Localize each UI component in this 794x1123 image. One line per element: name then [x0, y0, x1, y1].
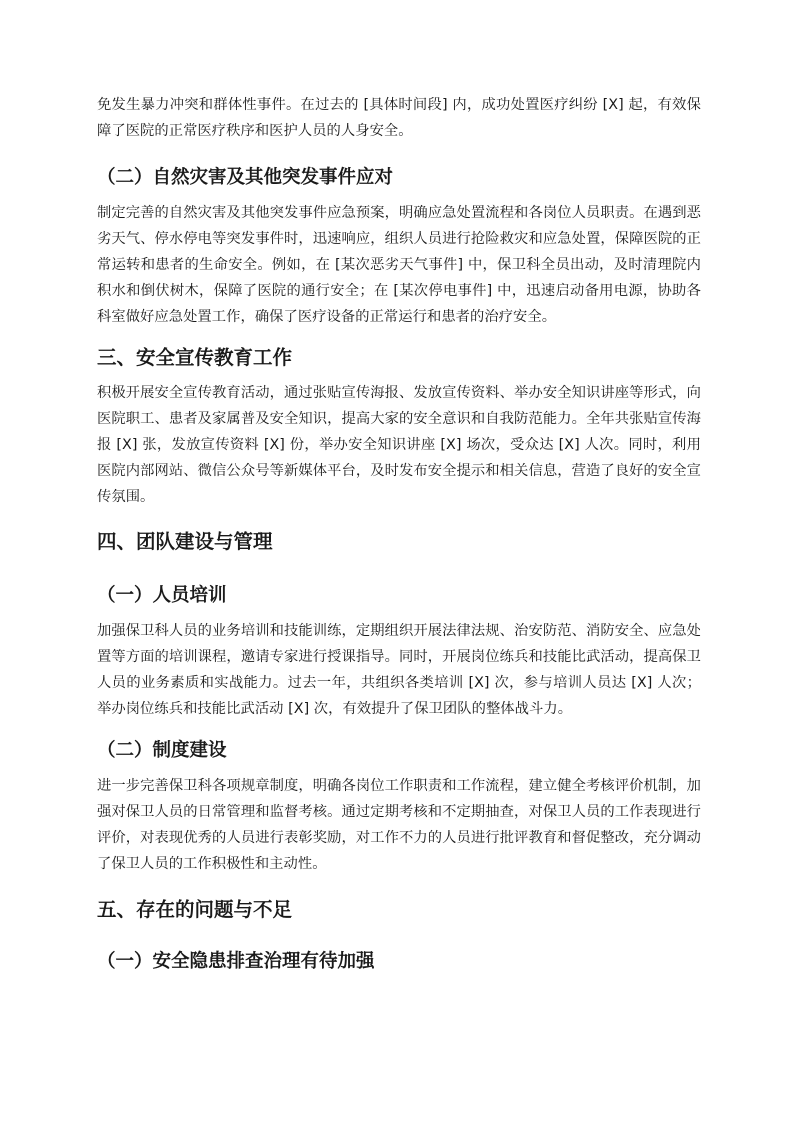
paragraph-system-building: 进一步完善保卫科各项规章制度，明确各岗位工作职责和工作流程，建立健全考核评价机制，加强对保卫人员的日常管理和监督考核。通过定期考核和不定期抽查，对保卫人员的工作表现进行评价，对表现优秀的人员进行表彰奖励，对工作不力的人员进行批评教育和督促整改，充分调动了保卫人员的工作积极性和主动性。 — [97, 778, 701, 872]
heading-problems: 五、存在的问题与不足 — [97, 898, 293, 921]
heading-safety-publicity: 三、安全宣传教育工作 — [97, 346, 293, 369]
paragraph-intro: 免发生暴力冲突和群体性事件。在过去的 [具体时间段] 内，成功处置医疗纠纷 [X] 起，有效保障了医院的正常医疗秩序和医护人员的人身安全。 — [97, 97, 701, 139]
paragraph-disaster-response: 制定完善的自然灾害及其他突发事件应急预案，明确应急处置流程和各岗位人员职责。在遇到恶劣天气、停水停电等突发事件时，迅速响应，组织人员进行抢险救灾和应急处置，保障医院的正常运转和患者的生命安全。例如，在 [某次恶劣天气事件] 中，保卫科全员出动，及时清理院内积水和倒伏树木，保障了医院的通行安全；在 [某次停电事件] 中，迅速启动备用电源，协助各科室做好应急处置工作，确保了医疗设备的正常运行和患者的治疗安全。 — [97, 205, 701, 325]
paragraph-safety-publicity: 积极开展安全宣传教育活动，通过张贴宣传海报、发放宣传资料、举办安全知识讲座等形式，向医院职工、患者及家属普及安全知识，提高大家的安全意识和自我防范能力。全年共张贴宣传海报 [X] 张，发放宣传资料 [X] 份，举办安全知识讲座 [X] 场次，受众达 [X] 人次。同时，利用医院内部网站、微信公众号等新媒体平台，及时发布安全提示和相关信息，营造了良好的安全宣传氛围。 — [97, 385, 701, 505]
heading-team-building: 四、团队建设与管理 — [97, 530, 273, 553]
heading-hazard-inspection: （一）安全隐患排查治理有待加强 — [97, 951, 375, 972]
heading-disaster-response: （二）自然灾害及其他突发事件应对 — [97, 167, 394, 188]
heading-staff-training: （一）人员培训 — [97, 585, 227, 606]
heading-system-building: （二）制度建设 — [97, 740, 227, 761]
paragraph-staff-training: 加强保卫科人员的业务培训和技能训练，定期组织开展法律法规、治安防范、消防安全、应急处置等方面的培训课程，邀请专家进行授课指导。同时，开展岗位练兵和技能比武活动，提高保卫人员的业务素质和实战能力。过去一年，共组织各类培训 [X] 次，参与培训人员达 [X] 人次；举办岗位练兵和技能比武活动 [X] 次，有效提升了保卫团队的整体战斗力。 — [97, 623, 701, 717]
